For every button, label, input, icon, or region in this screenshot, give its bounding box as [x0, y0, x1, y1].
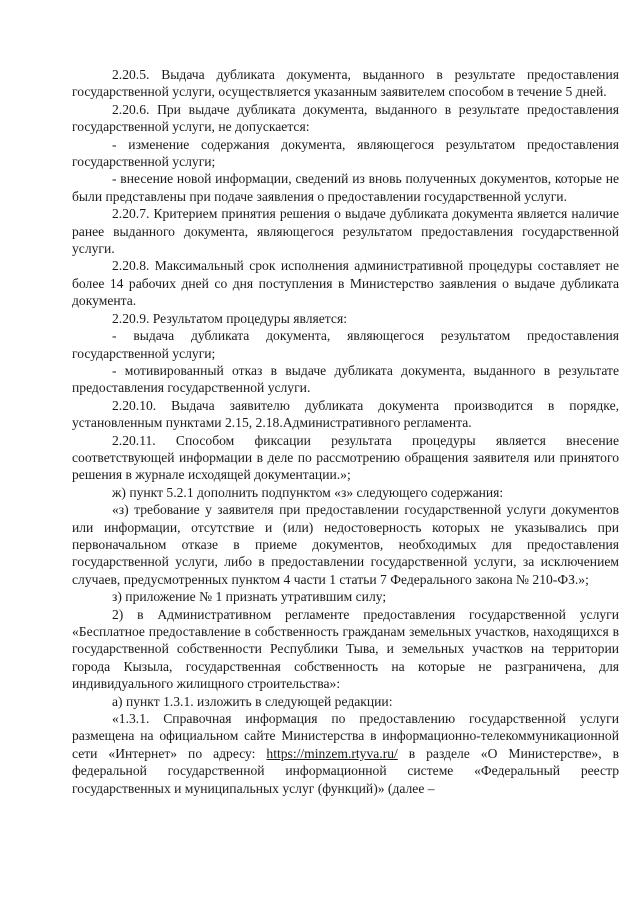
amendment-a: а) пункт 1.3.1. изложить в следующей редакции:: [112, 693, 393, 709]
paragraph-2-20-10: 2.20.10. Выдача заявителю дубликата документа производится в порядке, установленным пунктами 2.15, 2.18.Административного регламента.: [72, 397, 619, 431]
amendment-z: з) приложение № 1 признать утратившим силу;: [112, 589, 387, 605]
paragraph-2-20-6: 2.20.6. При выдаче дубликата документа, выданного в результате предоставления государственной услуги, не допускается:: [72, 101, 619, 135]
paragraph-1-3-1-continuation: в разделе «О Министерстве», в федеральной государственной информационной системе «Федеральный реестр государственных и муниципальных услуг (функций)» (далее –: [72, 745, 619, 796]
paragraph-2-20-11: 2.20.11. Способом фиксации результата процедуры является внесение соответствующей информации в деле по рассмотрению обращения заявителя или принятого решения в журнале исходящей документации.»;: [72, 432, 619, 483]
amendment-2: 2) в Административном регламенте предоставления государственной услуги «Бесплатное предоставление в собственность гражданам земельных участков, находящихся в государственной собственности Республики Тыва, и земельных участков на территории города Кызыла, государственная собственность на которые не разграничена, для индивидуального жилищного строительства»:: [72, 606, 619, 692]
paragraph-2-20-5: 2.20.5. Выдача дубликата документа, выданного в результате предоставления государственной услуги, осуществляется указанным заявителем способом в течение 5 дней.: [72, 67, 619, 100]
paragraph-1-3-1-text: «1.3.1. Справочная информация по предоставлению государственной услуги размещена на официальном сайте Министерства в информационно-телекоммуникационной сети «Интернет» по адресу:: [72, 711, 619, 761]
amendment-zh: ж) пункт 5.2.1 дополнить подпунктом «з» следующего содержания:: [112, 484, 504, 500]
list-item-content-change: - изменение содержания документа, являющегося результатом предоставления государственной услуги;: [72, 136, 619, 170]
paragraph-1-3-1: [72, 710, 619, 797]
subclause-z: «з) требование у заявителя при предоставлении государственной услуги документов или информации, отсутствие и (или) недостоверность которых не указывались при первоначальном отказе в приеме документов, необходимых для предоставления государственной услуги, либо в предоставлении государственной услуги, за исключением случаев, предусмотренных пунктом 4 части 1 статьи 7 Федерального закона № 210-ФЗ.»;: [72, 502, 619, 587]
list-item-refusal: - мотивированный отказ в выдаче дубликата документа, выданного в результате предоставления государственной услуги.: [72, 362, 619, 396]
ministry-website-link[interactable]: https://minzem.rtyva.ru/: [266, 745, 398, 761]
paragraph-2-20-9: 2.20.9. Результатом процедуры является:: [112, 310, 347, 326]
paragraph-2-20-7: 2.20.7. Критерием принятия решения о выдаче дубликата документа является наличие ранее выданного документа, являющегося результатом предоставления государственной услуги.: [72, 206, 619, 257]
paragraph-2-20-8: 2.20.8. Максимальный срок исполнения административной процедуры составляет не более 14 рабочих дней со дня поступления в Министерство заявления о выдаче дубликата документа.: [72, 258, 619, 309]
list-item-duplicate-issue: - выдача дубликата документа, являющегося результатом предоставления государственной услуги;: [72, 328, 619, 361]
list-item-new-info: - внесение новой информации, сведений из вновь полученных документов, которые не были представлены при подаче заявления о предоставлении государственной услуги.: [72, 171, 619, 204]
